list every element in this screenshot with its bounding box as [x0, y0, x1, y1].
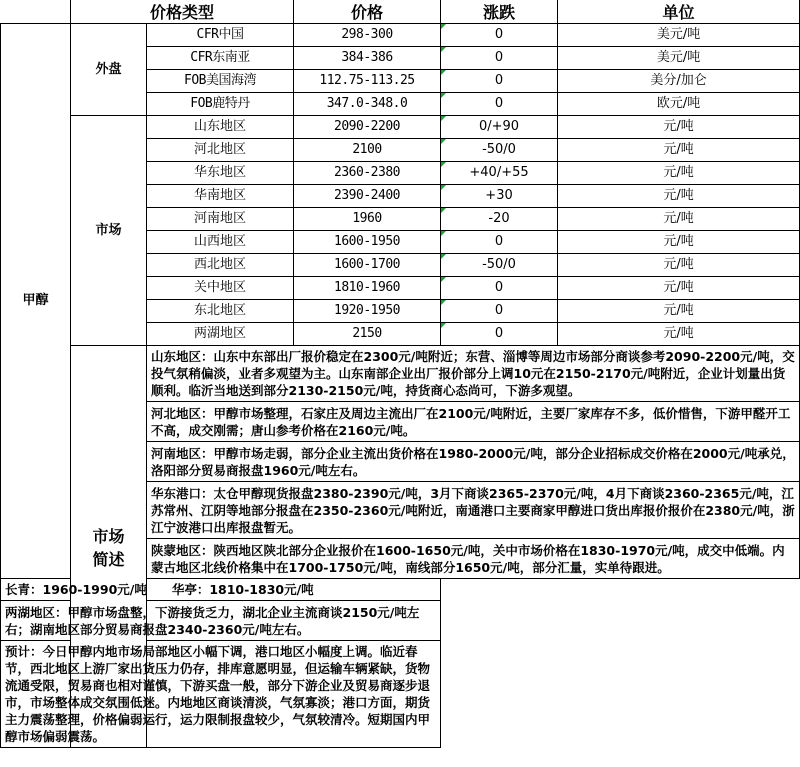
row-unit: 欧元/吨	[558, 93, 800, 116]
header-type: 价格类型	[71, 0, 294, 24]
category-market: 市场	[71, 116, 147, 346]
row-price: 298-300	[294, 24, 441, 47]
row-price: 384-386	[294, 47, 441, 70]
row-unit: 元/吨	[558, 116, 800, 139]
row-change: 0/+90	[441, 116, 558, 139]
row-price: 1920-1950	[294, 300, 441, 323]
summary-row	[1, 641, 800, 748]
row-price: 2100	[294, 139, 441, 162]
row-change: 0	[441, 93, 558, 116]
summary-label-line1: 市场	[92, 526, 125, 546]
summary-forecast: 预计：今日甲醇内地市场局部地区小幅下调，港口地区小幅度上调。临近春节，西北地区上游厂家出货压力仍存，排库意愿明显，但运输车辆紧缺，货物流通受限，贸易商也相对谨慎，下游买盘一般，部分下游企业及贸易商逐步退市，市场整体成交氛围低迷。内地地区商谈清淡，气氛寡淡；港口方面，期货主力震荡整理，价格偏弱运行，运力限制报盘较少，气氛较清冷。短期国内甲醇市场偏弱震荡。	[1, 641, 441, 748]
row-change: 0	[441, 231, 558, 254]
row-name: 关中地区	[147, 277, 294, 300]
header-blank	[1, 0, 71, 24]
row-price: 2090-2200	[294, 116, 441, 139]
row-change: -20	[441, 208, 558, 231]
row-price: 112.75-113.25	[294, 70, 441, 93]
summary-shandong: 山东地区：山东中东部出厂报价稳定在2300元/吨附近；东营、淄博等周边市场部分商谈参考2090-2200元/吨，交投气氛稍偏淡，业者多观望为主。山东南部企业出厂报价部分上调10元在2150-2170元/吨附近，企业计划量出货顺利。临沂当地送到部分2130-2150元/吨，持货商心态尚可，下游多观望。	[147, 346, 800, 402]
row-name: CFR中国	[147, 24, 294, 47]
row-unit: 美元/吨	[558, 47, 800, 70]
row-name: 山东地区	[147, 116, 294, 139]
table-row	[1, 116, 800, 139]
row-name: CFR东南亚	[147, 47, 294, 70]
row-unit: 元/吨	[558, 323, 800, 346]
table-row	[1, 24, 800, 47]
category-outer: 外盘	[71, 24, 147, 116]
row-change: 0	[441, 70, 558, 93]
row-unit: 美分/加仑	[558, 70, 800, 93]
row-unit: 元/吨	[558, 185, 800, 208]
row-price: 2360-2380	[294, 162, 441, 185]
header-price: 价格	[294, 0, 441, 24]
summary-shaanxi-inner-mongolia: 陕蒙地区：陕西地区陕北部分企业报价在1600-1650元/吨，关中市场价格在1830-1970元/吨，成交中低端。内蒙古地区北线价格集中在1700-1750元/吨，南线部分1650元/吨，部分汇量，实单待跟进。	[147, 539, 800, 579]
row-name: 西北地区	[147, 254, 294, 277]
row-name: 两湖地区	[147, 323, 294, 346]
row-name: 东北地区	[147, 300, 294, 323]
row-change: +40/+55	[441, 162, 558, 185]
row-change: 0	[441, 47, 558, 70]
row-change: 0	[441, 300, 558, 323]
row-change: 0	[441, 24, 558, 47]
summary-henan: 河南地区：甲醇市场走弱，部分企业主流出货价格在1980-2000元/吨，部分企业招标成交价格在2000元/吨承兑，洛阳部分贸易商报盘1960元/吨左右。	[147, 442, 800, 482]
row-price: 1600-1950	[294, 231, 441, 254]
row-name: 华南地区	[147, 185, 294, 208]
summary-row	[1, 346, 800, 402]
row-unit: 元/吨	[558, 277, 800, 300]
row-name: 河南地区	[147, 208, 294, 231]
summary-lianghu: 两湖地区：甲醇市场盘整，下游接货乏力，湖北企业主流商谈2150元/吨左右；湖南地区部分贸易商报盘2340-2360元/吨左右。	[1, 601, 441, 641]
row-price: 1960	[294, 208, 441, 231]
row-name: 河北地区	[147, 139, 294, 162]
row-unit: 元/吨	[558, 300, 800, 323]
row-price: 347.0-348.0	[294, 93, 441, 116]
row-price: 2150	[294, 323, 441, 346]
row-name: 山西地区	[147, 231, 294, 254]
summary-hebei: 河北地区：甲醇市场整理，石家庄及周边主流出厂在2100元/吨附近，主要厂家库存不多，低价惜售，下游甲醛开工不高，成交刚需；唐山参考价格在2160元/吨。	[147, 402, 800, 442]
row-price: 1810-1960	[294, 277, 441, 300]
header-row	[1, 0, 800, 24]
summary-changqing-huating: 长青：1960-1990元/吨 华亭：1810-1830元/吨	[1, 579, 441, 601]
row-change: 0	[441, 277, 558, 300]
row-name: FOB鹿特丹	[147, 93, 294, 116]
row-unit: 元/吨	[558, 254, 800, 277]
header-change: 涨跌	[441, 0, 558, 24]
row-name: FOB美国海湾	[147, 70, 294, 93]
row-change: +30	[441, 185, 558, 208]
row-price: 1600-1700	[294, 254, 441, 277]
summary-east-china-port: 华东港口：太仓甲醇现货报盘2380-2390元/吨，3月下商谈2365-2370元/吨，4月下商谈2360-2365元/吨，江苏常州、江阴等地部分报盘在2350-2360元/吨附近，南通港口主要商家甲醇进口货出库报价报价在2380元/吨，浙江宁波港口出库报盘暂无。	[147, 482, 800, 539]
summary-row	[1, 601, 800, 641]
row-unit: 美元/吨	[558, 24, 800, 47]
row-change: 0	[441, 323, 558, 346]
row-price: 2390-2400	[294, 185, 441, 208]
summary-label-line2: 简述	[92, 549, 125, 569]
product-name: 甲醇	[1, 24, 71, 579]
header-unit: 单位	[558, 0, 800, 24]
row-unit: 元/吨	[558, 208, 800, 231]
row-change: -50/0	[441, 254, 558, 277]
row-unit: 元/吨	[558, 139, 800, 162]
summary-row	[1, 579, 800, 601]
row-unit: 元/吨	[558, 162, 800, 185]
row-unit: 元/吨	[558, 231, 800, 254]
row-name: 华东地区	[147, 162, 294, 185]
row-change: -50/0	[441, 139, 558, 162]
